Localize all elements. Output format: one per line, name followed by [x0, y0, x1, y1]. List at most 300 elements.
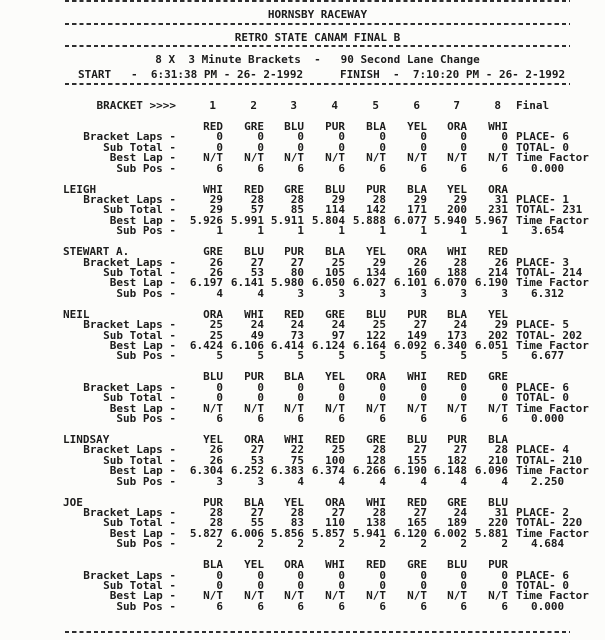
bracket-laps-value: 27	[413, 443, 427, 457]
best-lap-value: N/T	[284, 151, 304, 165]
best-lap-value: 6.141	[230, 276, 264, 290]
sub-pos-value: 4	[420, 474, 427, 488]
lane-color-code: RED	[284, 307, 304, 321]
bracket-laps-value: 29	[453, 192, 467, 206]
lane-color-code: GRE	[244, 120, 264, 133]
sub-total-value: 0	[379, 140, 386, 154]
sub-total-value: 214	[488, 265, 508, 279]
bracket-laps-value: 0	[379, 380, 386, 394]
lane-color-code: PUR	[284, 245, 304, 259]
sub-pos-value: 4	[460, 474, 467, 488]
lane-color-code: BLU	[284, 120, 304, 133]
sub-total-value: 210	[488, 453, 508, 467]
sub-pos-value: 4	[338, 474, 345, 488]
best-lap-value: 6.340	[433, 338, 467, 352]
sub-total-value: 26	[209, 453, 223, 467]
sub-total-value: 200	[447, 203, 467, 217]
sub-pos-value: 6	[297, 411, 304, 425]
best-lap-value: N/T	[407, 151, 427, 165]
lane-color-code: YEL	[325, 370, 345, 384]
place-label: PLACE- 6	[516, 568, 569, 582]
best-lap-value: 6.092	[393, 338, 427, 352]
track-name: HORNSBY RACEWAY	[267, 8, 368, 21]
best-lap-value: 5.827	[189, 526, 223, 540]
lane-color-code: RED	[488, 245, 508, 259]
bracket-laps-value: 0	[338, 568, 345, 582]
sub-pos-value: 2	[338, 537, 345, 551]
bracket-laps-value: 0	[501, 130, 508, 144]
best-lap-value: 6.148	[433, 464, 467, 478]
best-lap-value: N/T	[366, 589, 386, 603]
lane-color-code: WHI	[244, 307, 264, 321]
time-factor-label: Time Factor	[516, 589, 589, 603]
best-lap-value: 5.980	[270, 276, 304, 290]
bracket-laps-value: 27	[250, 255, 264, 269]
best-lap-value: 6.124	[311, 338, 345, 352]
bracket-header-label: BRACKET >>>>	[96, 99, 176, 112]
sub-pos-value: 6	[501, 411, 508, 425]
sub-pos-value: 3	[257, 474, 264, 488]
time-factor-label: Time Factor	[516, 401, 589, 415]
best-lap-value: N/T	[407, 401, 427, 415]
sub-pos-value: 2	[420, 537, 427, 551]
sub-pos-value: 3	[379, 286, 386, 300]
total-label: TOTAL- 0	[516, 140, 569, 154]
lane-color-code: BLU	[488, 495, 508, 509]
time-factor-value: 6.677	[531, 349, 565, 363]
bracket-laps-value: 25	[331, 443, 345, 457]
lane-color-code: GRE	[284, 182, 304, 196]
bracket-laps-value: 0	[379, 568, 386, 582]
bracket-laps-value: 0	[297, 130, 304, 144]
row-label-sub-total: Sub Total -	[103, 391, 176, 405]
lane-color-code: ORA	[203, 307, 223, 321]
bracket-laps-value: 26	[494, 255, 508, 269]
bracket-laps-value: 29	[209, 192, 223, 206]
lane-color-code: WHI	[284, 433, 304, 446]
sub-total-value: 28	[209, 516, 223, 530]
row-label-sub-pos: Sub Pos -	[116, 537, 176, 551]
sub-total-value: 55	[250, 516, 264, 530]
sub-total-value: 134	[366, 265, 386, 279]
lane-color-code: BLA	[407, 182, 427, 196]
sub-total-value: 80	[290, 265, 304, 279]
best-lap-value: N/T	[203, 401, 223, 415]
bracket-header-row	[0, 100, 605, 111]
row-label-best-lap: Best Lap -	[109, 401, 176, 415]
sub-total-value: 100	[325, 453, 345, 467]
lane-color-code: RED	[447, 370, 467, 384]
row-label-bracket-laps: Bracket Laps -	[83, 130, 176, 144]
sub-pos-value: 6	[379, 161, 386, 175]
bracket-number: 3	[290, 99, 297, 112]
sub-pos-value: 6	[420, 411, 427, 425]
lane-color-code: RED	[244, 182, 264, 196]
lane-color-code: RED	[325, 433, 345, 446]
bracket-laps-value: 24	[250, 318, 264, 332]
lane-color-code: PUR	[366, 182, 386, 196]
lane-color-code: BLU	[447, 558, 467, 572]
best-lap-value: N/T	[244, 401, 264, 415]
row-label-sub-pos: Sub Pos -	[116, 411, 176, 425]
lane-color-code: ORA	[407, 245, 427, 259]
best-lap-value: 5.967	[474, 213, 508, 227]
sub-total-value: 97	[331, 328, 345, 342]
sub-total-value: 122	[366, 328, 386, 342]
best-lap-value: 5.804	[311, 213, 345, 227]
sub-pos-row	[0, 601, 605, 612]
lane-color-code: YEL	[407, 120, 427, 133]
place-label: PLACE- 4	[516, 443, 569, 457]
sub-total-value: 0	[257, 140, 264, 154]
sub-total-value: 0	[501, 578, 508, 592]
sub-pos-value: 6	[379, 411, 386, 425]
bracket-laps-value: 27	[453, 443, 467, 457]
lane-color-code: RED	[366, 558, 386, 572]
bracket-laps-value: 28	[372, 192, 386, 206]
sub-total-value: 53	[250, 265, 264, 279]
sub-total-value: 0	[338, 391, 345, 405]
bracket-number: 7	[453, 99, 460, 112]
sub-pos-value: 6	[216, 599, 223, 613]
sub-pos-row	[0, 476, 605, 487]
lane-color-code: BLA	[203, 558, 223, 572]
bracket-laps-value: 0	[338, 380, 345, 394]
bracket-laps-value: 0	[501, 568, 508, 582]
lane-color-code: WHI	[203, 182, 223, 196]
best-lap-value: N/T	[325, 401, 345, 415]
sub-pos-value: 6	[379, 599, 386, 613]
bracket-laps-value: 0	[216, 130, 223, 144]
lane-color-code: WHI	[407, 370, 427, 384]
best-lap-value: 6.304	[189, 464, 223, 478]
bracket-laps-value: 28	[250, 192, 264, 206]
sub-pos-value: 4	[257, 286, 264, 300]
bracket-laps-value: 0	[297, 380, 304, 394]
lane-color-code: BLA	[447, 307, 467, 321]
lane-color-code: WHI	[447, 245, 467, 259]
bracket-laps-value: 22	[290, 443, 304, 457]
best-lap-value: 6.096	[474, 464, 508, 478]
total-label: TOTAL- 202	[516, 328, 583, 342]
sub-total-value: 202	[488, 328, 508, 342]
sub-pos-value: 5	[257, 349, 264, 363]
total-label: TOTAL- 0	[516, 391, 569, 405]
row-label-sub-total: Sub Total -	[103, 203, 176, 217]
driver-block	[0, 559, 605, 612]
sub-pos-value: 2	[379, 537, 386, 551]
bracket-laps-value: 28	[453, 255, 467, 269]
divider	[65, 45, 570, 47]
place-label: PLACE- 3	[516, 255, 569, 269]
sub-pos-row	[0, 288, 605, 299]
bracket-laps-value: 26	[413, 255, 427, 269]
time-factor-value: 3.654	[531, 224, 565, 238]
sub-total-value: 85	[290, 203, 304, 217]
bracket-laps-value: 25	[209, 318, 223, 332]
sub-pos-row	[0, 413, 605, 424]
sub-pos-value: 3	[460, 286, 467, 300]
sub-pos-value: 6	[257, 161, 264, 175]
sub-total-value: 25	[209, 328, 223, 342]
sub-total-value: 160	[407, 265, 427, 279]
lane-color-code: BLU	[407, 433, 427, 446]
bracket-laps-value: 27	[413, 318, 427, 332]
sub-pos-value: 3	[420, 286, 427, 300]
best-lap-value: 5.856	[270, 526, 304, 540]
bracket-laps-value: 0	[420, 380, 427, 394]
time-factor-value: 0.000	[531, 411, 565, 425]
sub-total-value: 182	[447, 453, 467, 467]
lane-color-code: BLA	[366, 120, 386, 133]
place-label: PLACE- 2	[516, 505, 569, 519]
sub-pos-value: 4	[216, 286, 223, 300]
bracket-laps-value: 0	[216, 380, 223, 394]
lane-color-code: BLU	[325, 182, 345, 196]
best-lap-value: N/T	[407, 589, 427, 603]
sub-total-value: 189	[447, 516, 467, 530]
driver-block	[0, 434, 605, 487]
sub-pos-value: 6	[501, 161, 508, 175]
sub-total-value: 173	[447, 328, 467, 342]
sub-pos-value: 6	[297, 599, 304, 613]
lane-color-code: YEL	[447, 182, 467, 196]
best-lap-value: 5.926	[189, 213, 223, 227]
sub-pos-value: 3	[338, 286, 345, 300]
sub-total-value: 0	[379, 578, 386, 592]
sub-pos-value: 1	[257, 224, 264, 238]
best-lap-value: 6.101	[393, 276, 427, 290]
row-label-sub-pos: Sub Pos -	[116, 161, 176, 175]
sub-pos-value: 6	[420, 599, 427, 613]
sub-total-value: 49	[250, 328, 264, 342]
best-lap-value: 6.374	[311, 464, 345, 478]
bracket-laps-value: 0	[379, 130, 386, 144]
sub-pos-value: 3	[297, 286, 304, 300]
bracket-laps-value: 28	[290, 192, 304, 206]
sub-pos-row	[0, 538, 605, 549]
row-label-sub-total: Sub Total -	[103, 265, 176, 279]
sub-total-value: 83	[290, 516, 304, 530]
time-factor-label: Time Factor	[516, 338, 589, 352]
sub-total-value: 0	[257, 578, 264, 592]
driver-block	[0, 184, 605, 237]
sub-total-value: 0	[216, 578, 223, 592]
sub-total-value: 114	[325, 203, 345, 217]
best-lap-value: 6.266	[352, 464, 386, 478]
place-label: PLACE- 6	[516, 130, 569, 144]
sub-pos-value: 1	[420, 224, 427, 238]
total-label: TOTAL- 231	[516, 203, 583, 217]
lane-color-code: YEL	[203, 433, 223, 446]
sub-total-value: 0	[297, 391, 304, 405]
divider	[65, 631, 570, 633]
sub-total-value: 0	[460, 140, 467, 154]
lane-color-code: BLA	[284, 370, 304, 384]
bracket-laps-value: 27	[250, 505, 264, 519]
lane-color-code: GRE	[407, 558, 427, 572]
sub-pos-value: 5	[216, 349, 223, 363]
row-label-sub-total: Sub Total -	[103, 328, 176, 342]
best-lap-value: 5.911	[270, 213, 304, 227]
bracket-laps-value: 28	[209, 505, 223, 519]
row-label-best-lap: Best Lap -	[109, 213, 176, 227]
bracket-laps-value: 0	[460, 380, 467, 394]
bracket-laps-value: 29	[331, 192, 345, 206]
driver-name: LINDSAY	[63, 433, 110, 446]
bracket-laps-value: 0	[420, 568, 427, 582]
bracket-laps-value: 0	[257, 130, 264, 144]
lane-color-code: ORA	[366, 370, 386, 384]
best-lap-value: 6.190	[474, 276, 508, 290]
bracket-number: 5	[372, 99, 379, 112]
best-lap-value: 6.414	[270, 338, 304, 352]
best-lap-value: N/T	[488, 151, 508, 165]
time-factor-label: Time Factor	[516, 213, 589, 227]
sub-total-value: 220	[488, 516, 508, 530]
sub-pos-value: 6	[216, 161, 223, 175]
sub-total-value: 0	[501, 140, 508, 154]
best-lap-value: N/T	[447, 151, 467, 165]
row-label-sub-pos: Sub Pos -	[116, 286, 176, 300]
bracket-number: 4	[331, 99, 338, 112]
lane-color-code: BLA	[325, 245, 345, 259]
sub-total-value: 155	[407, 453, 427, 467]
best-lap-value: N/T	[203, 151, 223, 165]
bracket-number: 2	[250, 99, 257, 112]
sub-total-value: 0	[257, 391, 264, 405]
lane-color-code: BLU	[366, 307, 386, 321]
bracket-laps-value: 0	[501, 380, 508, 394]
sub-total-value: 0	[379, 391, 386, 405]
sub-pos-value: 6	[338, 599, 345, 613]
row-label-bracket-laps: Bracket Laps -	[83, 568, 176, 582]
row-label-best-lap: Best Lap -	[109, 526, 176, 540]
sub-pos-value: 6	[257, 599, 264, 613]
total-label: TOTAL- 220	[516, 516, 583, 530]
row-label-sub-pos: Sub Pos -	[116, 224, 176, 238]
lane-color-code: GRE	[325, 307, 345, 321]
sub-total-value: 105	[325, 265, 345, 279]
bracket-number: 1	[209, 99, 216, 112]
sub-pos-value: 3	[501, 286, 508, 300]
bracket-number: 6	[413, 99, 420, 112]
lane-color-code: BLA	[488, 433, 508, 446]
bracket-laps-value: 26	[209, 443, 223, 457]
best-lap-value: N/T	[447, 589, 467, 603]
sub-pos-value: 6	[460, 599, 467, 613]
best-lap-value: N/T	[244, 151, 264, 165]
sub-total-value: 53	[250, 453, 264, 467]
lane-color-code: YEL	[488, 307, 508, 321]
best-lap-value: 6.050	[311, 276, 345, 290]
best-lap-value: 6.190	[393, 464, 427, 478]
row-label-best-lap: Best Lap -	[109, 589, 176, 603]
lane-color-code: ORA	[284, 558, 304, 572]
sub-total-value: 0	[338, 578, 345, 592]
best-lap-value: 5.857	[311, 526, 345, 540]
bracket-laps-value: 24	[453, 505, 467, 519]
sub-pos-value: 6	[257, 411, 264, 425]
driver-block	[0, 309, 605, 362]
time-factor-value: 0.000	[531, 599, 565, 613]
lane-color-code: YEL	[244, 558, 264, 572]
bracket-laps-value: 29	[372, 255, 386, 269]
row-label-best-lap: Best Lap -	[109, 464, 176, 478]
driver-name: LEIGH	[63, 182, 97, 196]
sub-total-value: 0	[338, 140, 345, 154]
sub-pos-value: 4	[379, 474, 386, 488]
place-label: PLACE- 5	[516, 318, 569, 332]
best-lap-value: N/T	[325, 151, 345, 165]
sub-pos-value: 3	[216, 474, 223, 488]
best-lap-value: N/T	[244, 589, 264, 603]
finish-time: FINISH - 7:10:20 PM - 26- 2-1992	[340, 68, 566, 81]
row-label-bracket-laps: Bracket Laps -	[83, 255, 176, 269]
best-lap-value: 6.051	[474, 338, 508, 352]
best-lap-value: N/T	[203, 589, 223, 603]
row-label-bracket-laps: Bracket Laps -	[83, 380, 176, 394]
sub-total-value: 0	[420, 578, 427, 592]
lane-color-code: ORA	[447, 120, 467, 133]
sub-total-value: 29	[209, 203, 223, 217]
bracket-laps-value: 0	[257, 380, 264, 394]
final-column-label: Final	[516, 99, 550, 112]
sub-total-value: 75	[290, 453, 304, 467]
lane-color-code: WHI	[325, 558, 345, 572]
driver-block	[0, 121, 605, 174]
driver-name: NEIL	[63, 307, 90, 321]
sub-pos-value: 2	[501, 537, 508, 551]
row-label-bracket-laps: Bracket Laps -	[83, 443, 176, 457]
row-label-bracket-laps: Bracket Laps -	[83, 505, 176, 519]
bracket-laps-value: 31	[494, 192, 508, 206]
sub-pos-value: 1	[338, 224, 345, 238]
bracket-laps-value: 26	[209, 255, 223, 269]
best-lap-value: 5.940	[433, 213, 467, 227]
sub-pos-value: 1	[460, 224, 467, 238]
time-factor-value: 6.312	[531, 286, 565, 300]
best-lap-value: N/T	[366, 401, 386, 415]
bracket-laps-value: 27	[331, 505, 345, 519]
lane-color-code: BLA	[244, 495, 264, 509]
row-label-sub-total: Sub Total -	[103, 516, 176, 530]
lane-color-code: ORA	[325, 495, 345, 509]
sub-pos-row	[0, 350, 605, 361]
sub-pos-value: 5	[338, 349, 345, 363]
bracket-laps-value: 0	[420, 130, 427, 144]
sub-pos-value: 2	[216, 537, 223, 551]
time-factor-label: Time Factor	[516, 276, 589, 290]
sub-total-value: 110	[325, 516, 345, 530]
sub-total-value: 0	[297, 578, 304, 592]
best-lap-value: 6.424	[189, 338, 223, 352]
best-lap-value: 6.120	[393, 526, 427, 540]
sub-pos-row	[0, 225, 605, 236]
lane-color-code: RED	[407, 495, 427, 509]
start-time: START - 6:31:38 PM - 26- 2-1992	[78, 68, 304, 81]
bracket-laps-value: 31	[494, 505, 508, 519]
total-label: TOTAL- 214	[516, 265, 583, 279]
sub-pos-value: 4	[501, 474, 508, 488]
row-label-best-lap: Best Lap -	[109, 338, 176, 352]
sub-pos-value: 5	[297, 349, 304, 363]
lane-color-code: YEL	[366, 245, 386, 259]
place-label: PLACE- 1	[516, 192, 569, 206]
bracket-laps-value: 28	[290, 505, 304, 519]
lane-color-code: PUR	[407, 307, 427, 321]
sub-pos-value: 6	[420, 161, 427, 175]
